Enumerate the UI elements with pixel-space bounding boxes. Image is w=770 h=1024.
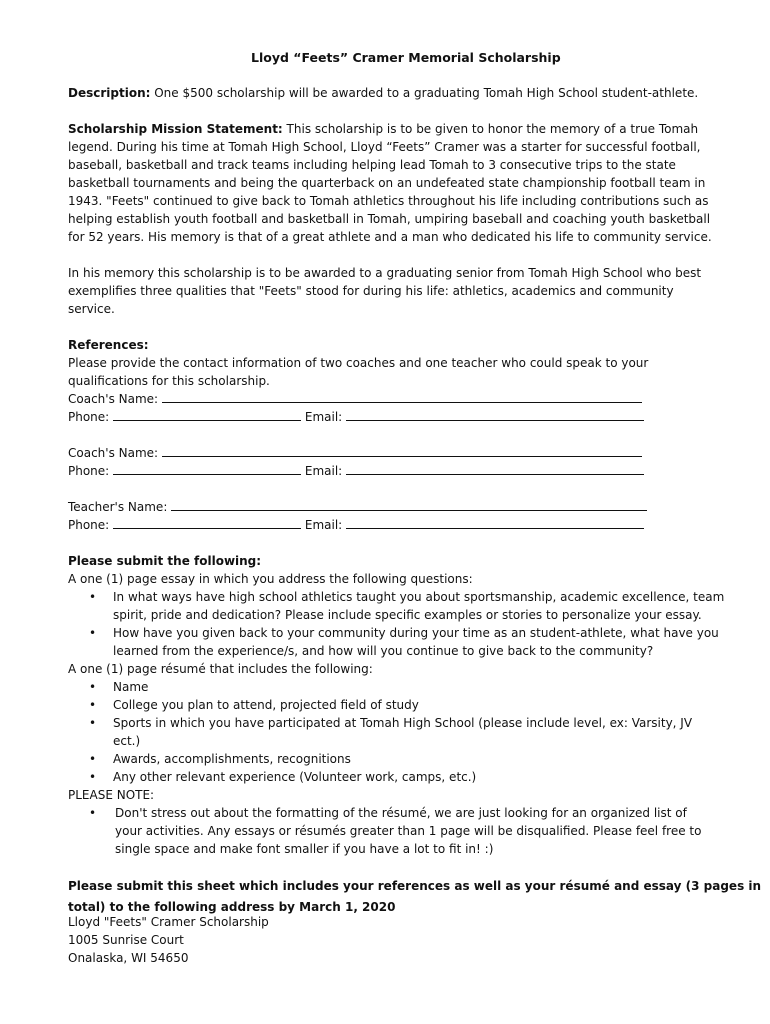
coach1-email-label: Email:	[304, 410, 343, 424]
address-line-1: Lloyd "Feets" Cramer Scholarship	[68, 915, 269, 929]
bullet-icon: •	[89, 698, 97, 712]
references-intro-1: Please provide the contact information of two coaches and one teacher who could speak to your	[68, 356, 649, 370]
mission-label: Scholarship Mission Statement:	[68, 122, 283, 136]
teacher-name-row	[68, 498, 647, 516]
coach2-email-field[interactable]	[346, 463, 644, 475]
final-line-1: Please submit this sheet which includes your references as well as your résumé and essay (3 pages in	[68, 879, 762, 893]
submit-heading: Please submit the following:	[68, 554, 262, 568]
coach1-contact-row	[68, 408, 644, 426]
coach1-phone-label: Phone:	[68, 410, 110, 424]
note-heading: PLEASE NOTE:	[68, 788, 155, 802]
coach2-phone-field[interactable]	[113, 463, 301, 475]
coach1-name-label: Coach's Name:	[68, 392, 159, 406]
coach2-email-label: Email:	[304, 464, 343, 478]
teacher-email-field[interactable]	[346, 517, 644, 529]
mission-line-7: for 52 years. His memory is that of a great athlete and a man who dedicated his life to community service.	[68, 230, 712, 244]
description-label: Description:	[68, 86, 151, 100]
description-text: One $500 scholarship will be awarded to a graduating Tomah High School student-athlete.	[150, 86, 699, 100]
address-line-2: 1005 Sunrise Court	[68, 933, 184, 947]
teacher-name-label: Teacher's Name:	[68, 500, 168, 514]
bullet-icon: •	[89, 770, 97, 784]
bullet-icon: •	[89, 680, 97, 694]
memory-line-2: exemplifies three qualities that "Feets" stood for during his life: athletics, academics and community	[68, 284, 674, 298]
coach1-phone-field[interactable]	[113, 409, 301, 421]
mission-line-1: Scholarship Mission Statement: This scholarship is to be given to honor the memory of a true Tomah	[68, 122, 699, 136]
coach1-name-row	[68, 390, 642, 408]
page-title: Lloyd “Feets” Cramer Memorial Scholarship	[251, 50, 561, 65]
mission-line-6: helping establish youth football and basketball in Tomah, umpiring baseball and coaching youth basketball	[68, 212, 711, 226]
coach2-name-field[interactable]	[162, 445, 642, 457]
teacher-phone-label: Phone:	[68, 518, 110, 532]
bullet-icon: •	[89, 752, 97, 766]
coach2-name-row	[68, 444, 642, 462]
final-line-2: total) to the following address by March 1, 2020	[68, 900, 396, 914]
teacher-phone-field[interactable]	[113, 517, 301, 529]
mission-line-5: 1943. "Feets" continued to give back to Tomah athletics throughout his life including contributions such as	[68, 194, 709, 208]
bullet-icon: •	[89, 590, 97, 604]
bullet-icon: •	[89, 626, 97, 640]
coach2-name-label: Coach's Name:	[68, 446, 159, 460]
coach1-name-field[interactable]	[162, 391, 642, 403]
coach1-email-field[interactable]	[346, 409, 644, 421]
address-line-3: Onalaska, WI 54650	[68, 951, 189, 965]
mission-line-4: basketball tournaments and being the quarterback on an undefeated state championship football team in	[68, 176, 706, 190]
coach2-contact-row	[68, 462, 644, 480]
references-intro-2: qualifications for this scholarship.	[68, 374, 270, 388]
description	[68, 84, 698, 102]
teacher-contact-row	[68, 516, 644, 534]
mission-line-3: baseball, basketball and track teams including helping lead Tomah to 3 consecutive trips to the state	[68, 158, 676, 172]
bullet-icon: •	[89, 806, 97, 820]
memory-line-3: service.	[68, 302, 115, 316]
mission-line-2: legend. During his time at Tomah High School, Lloyd “Feets” Cramer was a starter for successful football,	[68, 140, 701, 154]
essay-intro: A one (1) page essay in which you address the following questions:	[68, 572, 473, 586]
references-heading: References:	[68, 338, 149, 352]
teacher-email-label: Email:	[304, 518, 343, 532]
teacher-name-field[interactable]	[171, 499, 647, 511]
coach2-phone-label: Phone:	[68, 464, 110, 478]
memory-line-1: In his memory this scholarship is to be awarded to a graduating senior from Tomah High School who best	[68, 266, 702, 280]
bullet-icon: •	[89, 716, 97, 730]
resume-intro: A one (1) page résumé that includes the following:	[68, 662, 373, 676]
